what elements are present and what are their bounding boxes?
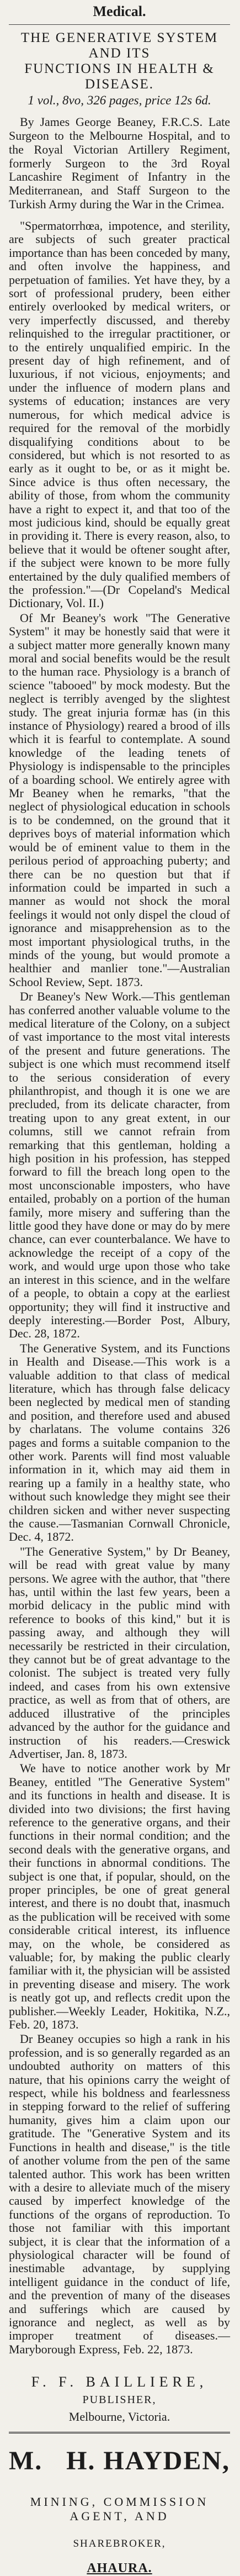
- paragraph: We have to notice another work by Mr Beaney, entitled "The Generative System" and its functions in health and disease. It is divided into two divisions; the first having reference to the generative organs, and their functions in their normal condition; and the second deals with the generative organs, and their functions in abnormal conditions. The subject is one that, if popular, should, on the proper principles, be one of great general interest, and there is no doubt that, inasmuch as the publication will be received with some considerable critical interest, its influence may, on the whole, be considered as valuable; for, by making the public clearly familiar with it, the physician will be assisted in preventing disease and misery. The work is neatly got up, and reflects credit upon the publisher.—Weekly Leader, Hokitika, N.Z., Feb. 20, 1873.: [9, 1761, 230, 2032]
- advert-place: AHAURA.: [87, 2561, 152, 2576]
- book-title-line2: AND ITS: [88, 46, 151, 61]
- section-heading: Medical.: [93, 3, 146, 19]
- advert-initial: M.: [9, 2446, 43, 2476]
- publisher-place: Melbourne, Victoria.: [68, 2410, 170, 2424]
- book-title-line1: THE GENERATIVE SYSTEM: [20, 30, 218, 45]
- paragraph: The Generative System, and its Functions in Health and Disease.—This work is a valuable addition to that class of medical literature, which has through false delicacy been neglected by medical men of standing and position, and therefore used and abused by charlatans. The volume contains 326 pages and forms a suitable companion to the other work. Parents will find most valuable information in it, which may aid them in rearing up a family in a healthy state, who without such knowledge they might see their children sicken and wither never suspecting the cause.—Tasmanian Cornwall Chronicle, Dec. 4, 1872.: [9, 1341, 230, 1544]
- advert-surname: H. HAYDEN,: [66, 2446, 230, 2476]
- author-byline: By James George Beaney, F.R.C.S. Late Surgeon to the Melbourne Hospital, and to the Royal Victorian Artillery Regiment, formerly Surgeon to the 3rd Royal Lancashire Regiment of Infantry in the Mediterranean, and Staff Surgeon to the Turkish Army during the War in the Crimea.: [9, 115, 230, 212]
- advert-divider: [9, 2432, 230, 2433]
- publisher-role: PUBLISHER,: [82, 2394, 157, 2406]
- paragraph: "Spermatorrhœa, impotence, and sterility, are subjects of such greater practical importance than has been conceded by many, and often involve the happiness, and perpetuation of families. Yet have they, by a sort of professional prudery, been either entirely overlooked by medical writers, or very imperfectly discussed, and thereby relinquished to the irregular practitioner, or to the entirely unqualified empiric. In the present day of high refinement, and of luxurious, if not vicious, enjoyments; and under the influence of modern plans and systems of education; instances are very numerous, for which medical advice is required for the removal of the morbidly disqualifying conditions about to be considered, but which is not resorted to as early as it ought to be, or as it might be. Since advice is thus often necessary, the ability of those, from whom the community have a right to expect it, and that too of the most judicious kind, should be equally great in providing it. There is every reason, also, to believe that it would be oftener sought after, if the subject were known to be more fully entertained by the duly qualified members of the profession."—(Dr Copeland's Medical Dictionary, Vol. II.): [9, 219, 230, 610]
- paragraph: Dr Beaney's New Work.—This gentleman has conferred another valuable volume to the medical literature of the Colony, on a subject of vast importance to the most vital interests of the present and future generations. The subject is one which must recommend itself to the serious consideration of every philanthropist, and though it is one we are precluded, from its delicate character, from treating upon to any great extent, in our columns, still we cannot refrain from remarking that this gentleman, holding a high position in his profession, has stepped forward to fill the breach long open to the most unconscionable imposters, who have entailed, probably on a portion of the human family, more misery and suffering than the little good they have done or may do by mere chance, can ever counterbalance. We have to acknowledge the receipt of a copy of the work, and would urge upon those who take an interest in this science, and in the welfare of a people, to obtain a copy at the earliest opportunity; they will find it instructive and deeply interesting.—Border Post, Albury, Dec. 28, 1872.: [9, 989, 230, 1341]
- advert-subline: SHAREBROKER,: [73, 2538, 166, 2550]
- paragraph: Dr Beaney occupies so high a rank in his profession, and is so generally regarded as an undoubted authority on matters of this nature, that his opinions carry the weight of respect, while his boldness and fearlessness in stepping forward to the relief of suffering humanity, gives him a claim upon our gratitude. The "Generative System and its Functions in health and disease," is the title of another volume from the pen of the same talented author. This work has been written with a desire to alleviate much of the misery caused by imperfect knowledge of the functions of the organs of reproduction. To those not familiar with this important subject, it is clear that the information of a physiological character will be found of inestimable advantage, by supplying intelligent guidance in the conduct of life, and the prevention of many of the diseases and sufferings which are caused by ignorance and neglect, as well as by improper treatment of diseases.—Maryborough Express, Feb. 22, 1873.: [9, 2032, 230, 2356]
- advert-heading: [9, 2446, 230, 2476]
- paragraph: Of Mr Beaney's work "The Generative System" it may be honestly said that were it a subject matter more generally known many moral and social benefits would be the result to the human race. Physiology is a branch of science "tabooed" by mock modesty. But the neglect is terribly avenged by the slightest study. The great injuria formæ has (in this instance of Physiology) reared a brood of ills which it is fearful to contemplate. A sound knowledge of the leading tenets of Physiology is indispensable to the principles of a boarding school. We entirely agree with Mr Beaney when he remarks, "that the neglect of physiological education in schools is to be condemned, on the ground that it deprives boys of material information which would be of eminent value to them in the perilous period of approaching puberty; and there can be no question but that if information could be imparted in such a manner as would not shock the moral feelings it would not only dispel the cloud of ignorance and misapprehension as to the most important physiological truths, in the minds of the young, but would promote a healthier and manlier tone."—Australian School Review, Sept. 1873.: [9, 610, 230, 989]
- book-subtitle: 1 vol., 8vo, 326 pages, price 12s 6d.: [28, 93, 211, 107]
- publisher-block: [9, 2374, 230, 2424]
- book-title-line3: FUNCTIONS IN HEALTH & DISEASE.: [24, 61, 215, 92]
- paragraph: "The Generative System," by Dr Beaney, will be read with great value by many persons. We agree with the author, that "there has, until within the last few years, been a morbid delicacy in the public mind with reference to books of this kind," but it is passing away, and although they will necessarily be restricted in their circulation, they cannot but be of great advantage to the colonist. The subject is treated very fully indeed, and cases from his own extensive practice, as well as from that of others, are adduced illustrative of the principles advanced by the author for the guidance and instruction of his readers.—Creswick Advertiser, Jan. 8, 1873.: [9, 1544, 230, 1761]
- review-paragraphs: [9, 219, 230, 2356]
- divider: [9, 24, 230, 25]
- advert-line: MINING, COMMISSION AGENT, AND: [30, 2495, 209, 2524]
- publisher-name: F. F. BAILLIERE,: [31, 2374, 208, 2390]
